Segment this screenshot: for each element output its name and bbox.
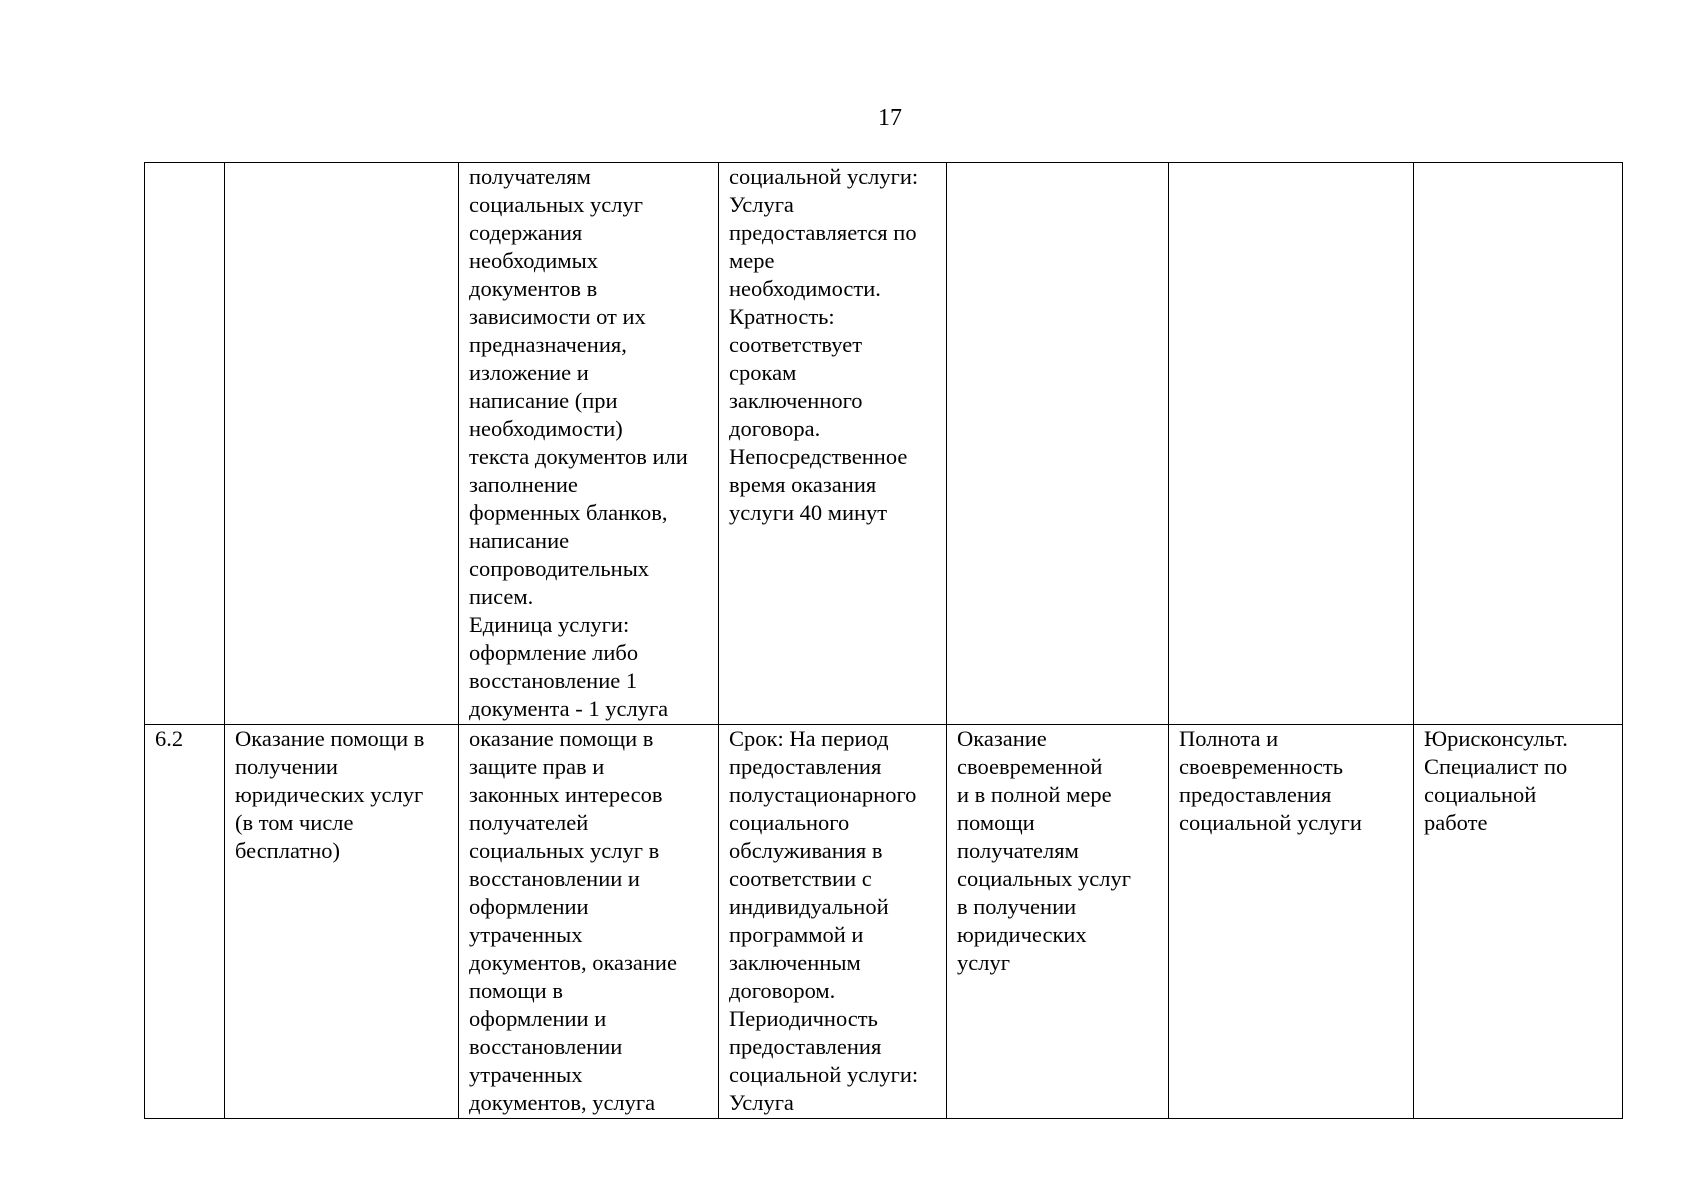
table-row — [145, 725, 1623, 1119]
cell-evaluation: Полнота и своевременность предоставления социальной услуги — [1169, 725, 1414, 1119]
cell-number: 6.2 — [145, 725, 225, 1119]
services-table — [144, 162, 1623, 1119]
cell-terms: социальной услуги: Услуга предоставляется по мере необходимости. Кратность: соответствует срокам заключенного договора. Непосредственное время оказания услуги 40 минут — [719, 163, 947, 725]
cell-responsible: Юрисконсульт. Специалист по социальной работе — [1414, 725, 1623, 1119]
cell-terms: Срок: На период предоставления полустационарного социального обслуживания в соответствии с индивидуальной программой и заключенным договором. Периодичность предоставления социальной услуги: Услуга — [719, 725, 947, 1119]
table-row — [145, 163, 1623, 725]
cell-responsible — [1414, 163, 1623, 725]
page-number: 17 — [878, 105, 902, 131]
cell-description: оказание помощи в защите прав и законных интересов получателей социальных услуг в восстановлении и оформлении утраченных документов, оказание помощи в оформлении и восстановлении утраченных документов, услуга — [459, 725, 719, 1119]
cell-evaluation — [1169, 163, 1414, 725]
cell-service-name: Оказание помощи в получении юридических услуг (в том числе бесплатно) — [225, 725, 459, 1119]
cell-description: получателям социальных услуг содержания необходимых документов в зависимости от их предназначения, изложение и написание (при необходимости) текста документов или заполнение форменных бланков, написание сопроводительных писем. Единица услуги: оформление либо восстановление 1 документа - 1 услуга — [459, 163, 719, 725]
cell-number — [145, 163, 225, 725]
cell-quality: Оказание своевременной и в полной мере помощи получателям социальных услуг в получении юридических услуг — [947, 725, 1169, 1119]
cell-service-name — [225, 163, 459, 725]
cell-quality — [947, 163, 1169, 725]
